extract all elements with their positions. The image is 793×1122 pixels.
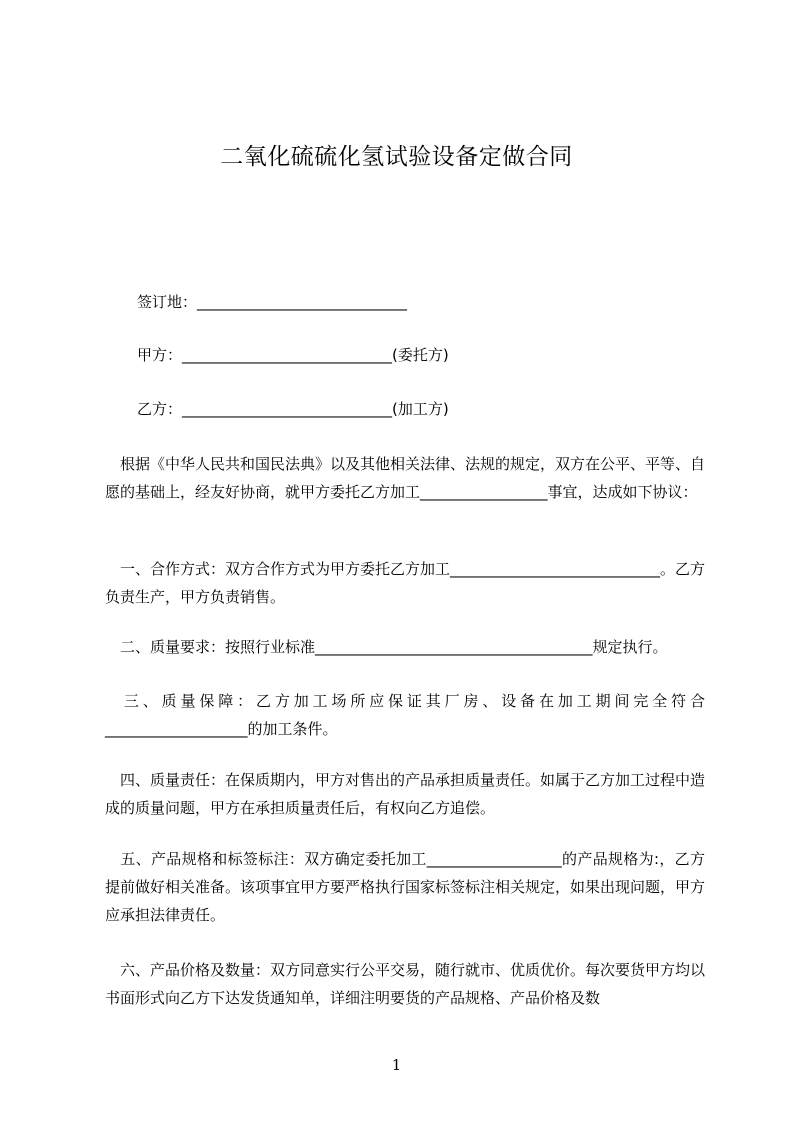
clause-1-cooperation: 一、合作方式：双方合作方式为甲方委托乙方加工____________________________。乙方负责生产，甲方负责销售。 <box>105 560 706 606</box>
clause-6-price-quantity: 六、产品价格及数量：双方同意实行公平交易，随行就市、优质优价。每次要货甲方均以书面形式向乙方下达发货通知单，详细注明要货的产品规格、产品价格及数 <box>105 961 706 1007</box>
clause-2-quality-requirements: 二、质量要求：按照行业标准_____________________________________规定执行。 <box>105 638 668 656</box>
clause-5-specifications-labeling: 五、产品规格和标签标注：双方确定委托加工__________________的产品规格为:，乙方提前做好相关准备。该项事宜甲方要严格执行国家标签标注相关规定，如果出现问题，甲方应承担法律责任。 <box>105 850 706 924</box>
party-b-field: 乙方：____________________________(加工方) <box>137 400 449 418</box>
preamble-paragraph: 根据《中华人民共和国民法典》以及其他相关法律、法规的规定，双方在公平、平等、自愿的基础上，经友好协商，就甲方委托乙方加工_________________事宜，达成如下协议： <box>105 455 706 501</box>
page-number: 1 <box>391 1056 402 1074</box>
clause-3-quality-assurance: 三、质量保障：乙方加工场所应保证其厂房、设备在加工期间完全符合___________________的加工条件。 <box>105 692 705 738</box>
clause-4-quality-liability: 四、质量责任：在保质期内，甲方对售出的产品承担质量责任。如属于乙方加工过程中造成的质量问题，甲方在承担质量责任后，有权向乙方追偿。 <box>105 771 706 817</box>
signing-place-field: 签订地：____________________________ <box>137 293 408 311</box>
contract-title: 二氧化硫硫化氢试验设备定做合同 <box>220 144 573 170</box>
party-a-field: 甲方：____________________________(委托方) <box>137 346 449 364</box>
